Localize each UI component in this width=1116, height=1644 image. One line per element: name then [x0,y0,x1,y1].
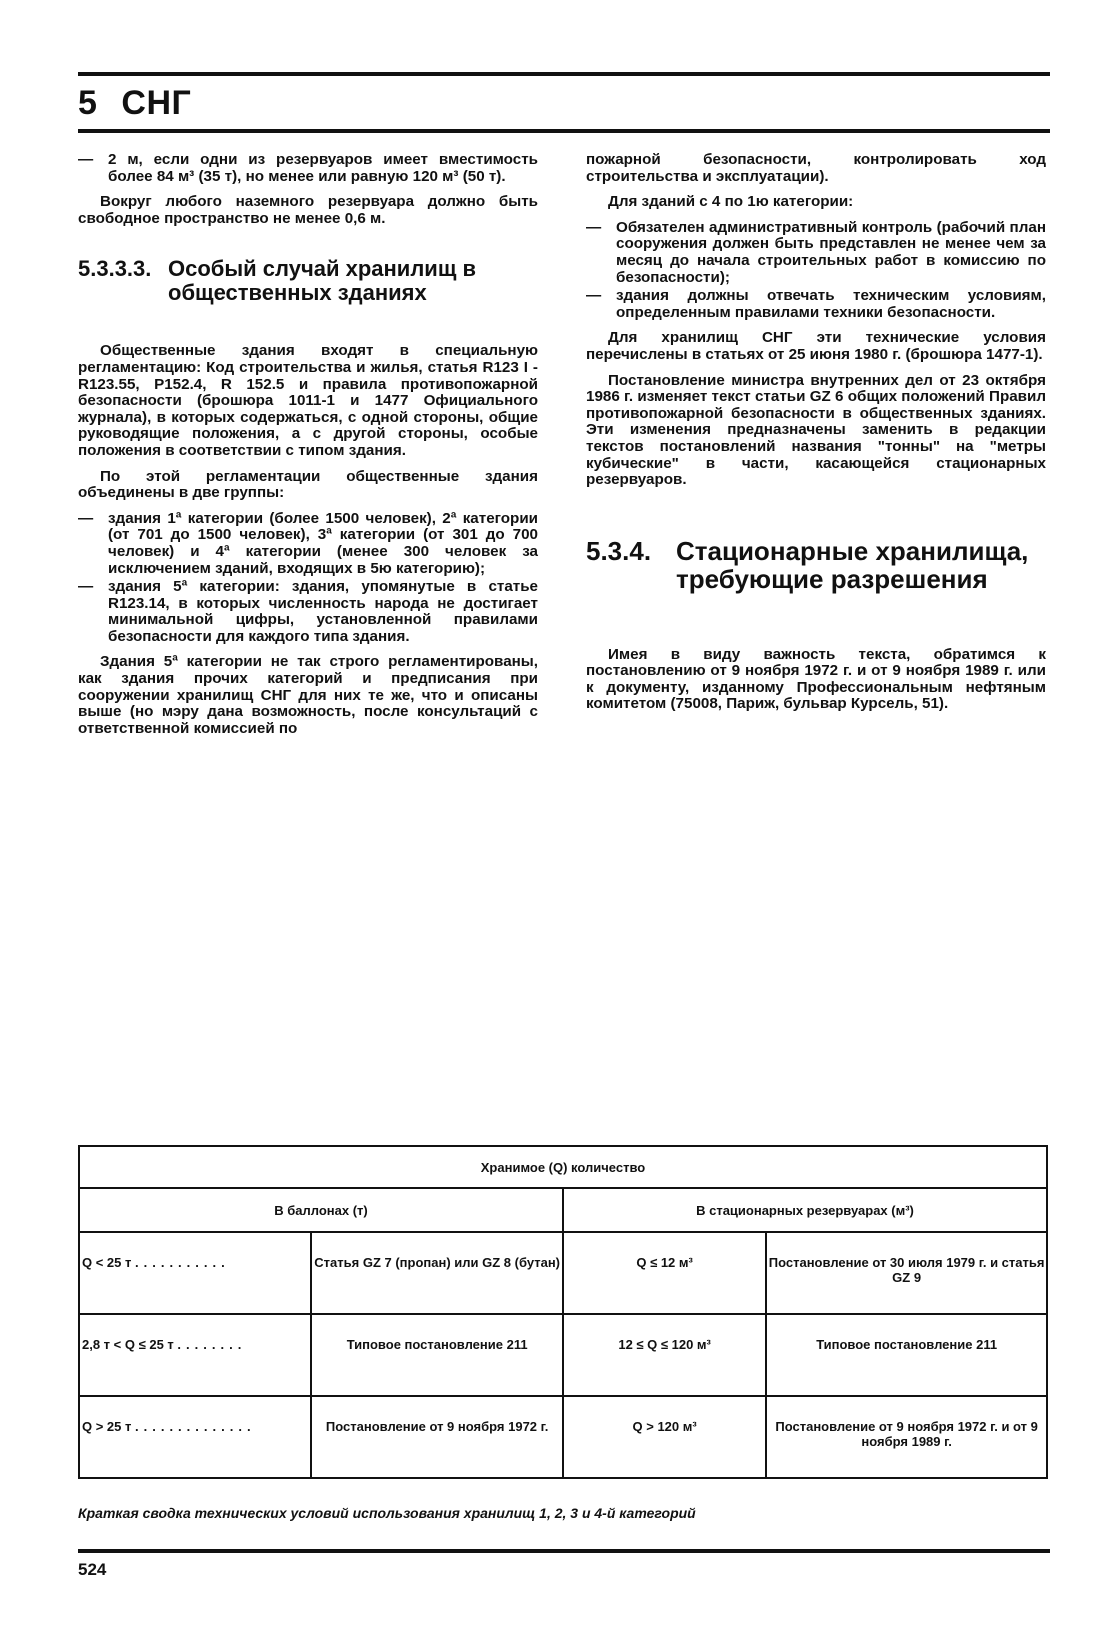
section-title: Стационарные хранилища, требующие разрешения [676,535,1029,594]
paragraph: пожарной безопасности, контролировать ход строительства и эксплуатации). [586,151,1046,185]
list-item: — здания 5ª категории: здания, упомянутые в статье R123.14, в которых численность народа не достигает минимальной цифры, установленной правилами безопасности для каждого типа здания. [78,578,538,645]
tank-quantity-cell: Q > 120 м³ [563,1396,766,1478]
dash-bullet: — [586,218,602,236]
cylinder-rule-cell: Постановление от 9 ноября 1972 г. [311,1396,563,1478]
dash-bullet: — [78,578,94,596]
cylinder-rule-cell: Статья GZ 7 (пропан) или GZ 8 (бутан) [311,1232,563,1314]
chapter-heading [78,84,191,123]
section-heading [78,257,538,305]
table-caption: Краткая сводка технических условий использования хранилищ 1, 2, 3 и 4-й категорий [78,1505,696,1521]
list-item: — здания должны отвечать техническим условиям, определенным правилами техники безопасности. [586,287,1046,321]
page-number: 524 [78,1560,107,1579]
requirements-list [586,220,1046,322]
tank-rule-cell: Типовое постановление 211 [766,1314,1047,1396]
paragraph: Общественные здания входят в специальную регламентацию: Код строительства и жилья, статья R123 I - R123.55, P152.4, R 152.5 и правила противопожарной безопасности (брошюра 1011-1 и 1477 Официального журнала), в которых содержаться, с одной стороны, общие руководящие положения, а с другой стороны, особые положения в соответствии с типом здания. [78,342,538,459]
paragraph: Здания 5ª категории не так строго регламентированы, как здания прочих категорий и предписания при сооружении хранилищ СНГ для них те же, что и описаны выше (но мэру дана возможность, после консультаций с ответственной комиссией по [78,653,538,737]
chapter-number: 5 [78,84,98,122]
section-number: 5.3.3.3. [78,256,152,282]
tank-rule-cell: Постановление от 30 июля 1979 г. и статья GZ 9 [766,1232,1047,1314]
dot-leader: ........... [135,1255,230,1270]
paragraph: Постановление министра внутренних дел от 23 октября 1986 г. изменяет текст статьи GZ 6 общих положений Правил противопожарной безопасности в общественных зданиях. Эти изменения предназначены заменить в редакции текстов постановлений названия "тонны" на "метры кубические" в части, касающейся стационарных резервуаров. [586,371,1046,489]
list-item: — здания 1ª категории (более 1500 человек), 2ª категории (от 701 до 1500 человек), 3ª категории (от 301 до 700 человек) и 4ª категории (менее 300 человек за исключением зданий, входящих в 5ю категорию); [78,509,538,577]
table-title: Хранимое (Q) количество [79,1146,1047,1188]
footer-rule [78,1549,1050,1553]
paragraph: Вокруг любого наземного резервуара должно быть свободное пространство не менее 0,6 м. [78,193,538,227]
group-list [78,511,538,646]
section-heading [586,537,1046,593]
left-column [78,152,538,746]
dash-bullet: — [78,509,94,527]
table-row [79,1396,1047,1478]
table-title-row [79,1146,1047,1188]
tank-quantity-cell: Q ≤ 12 м³ [563,1232,766,1314]
header-underline-rule [78,129,1050,133]
paragraph: По этой регламентации общественные здания объединены в две группы: [78,467,538,502]
header-rule [78,72,1050,76]
group-header-tanks: В стационарных резервуарах (м³) [563,1188,1047,1232]
table-row [79,1232,1047,1314]
paragraph: Для зданий с 4 по 1ю категории: [608,193,854,211]
cylinder-quantity-cell: Q > 25 т .............. [79,1396,311,1478]
tank-rule-cell: Постановление от 9 ноября 1972 г. и от 9 ноября 1989 г. [766,1396,1047,1478]
dot-leader: ........ [177,1337,247,1352]
cylinder-rule-cell: Типовое постановление 211 [311,1314,563,1396]
list-item: — Обязателен административный контроль (рабочий план сооружения должен быть представлен не менее чем за месяц до начала строительных работ в комиссию по безопасности); [586,218,1046,286]
table-group-header-row [79,1188,1047,1232]
right-column [586,152,1046,722]
group-header-cylinders: В баллонах (т) [79,1188,563,1232]
dot-leader: .............. [135,1419,256,1434]
section-number: 5.3.4. [586,535,652,566]
cylinder-quantity-cell: 2,8 т < Q ≤ 25 т ........ [79,1314,311,1396]
chapter-title: СНГ [121,84,192,122]
dash-bullet: — [78,151,94,168]
paragraph: Имея в виду важность текста, обратимся к постановлению от 9 ноября 1972 г. и от 9 ноября 1989 г. или к документу, изданному Профессиональным нефтяным комитетом (75008, Париж, бульвар Курсель, 51). [586,645,1046,713]
cylinder-quantity-cell: Q < 25 т ........... [79,1232,311,1314]
tank-quantity-cell: 12 ≤ Q ≤ 120 м³ [563,1314,766,1396]
paragraph: Для хранилищ СНГ эти технические условия перечислены в статьях от 25 июня 1980 г. (брошюра 1477-1). [586,329,1046,363]
dash-bullet: — [586,287,602,305]
storage-requirements-table [78,1145,1048,1479]
list-item: — 2 м, если одни из резервуаров имеет вместимость более 84 м³ (35 т), но менее или равную 120 м³ (50 т). [78,151,538,185]
table-row [79,1314,1047,1396]
section-title: Особый случай хранилищ в общественных зданиях [168,256,477,306]
